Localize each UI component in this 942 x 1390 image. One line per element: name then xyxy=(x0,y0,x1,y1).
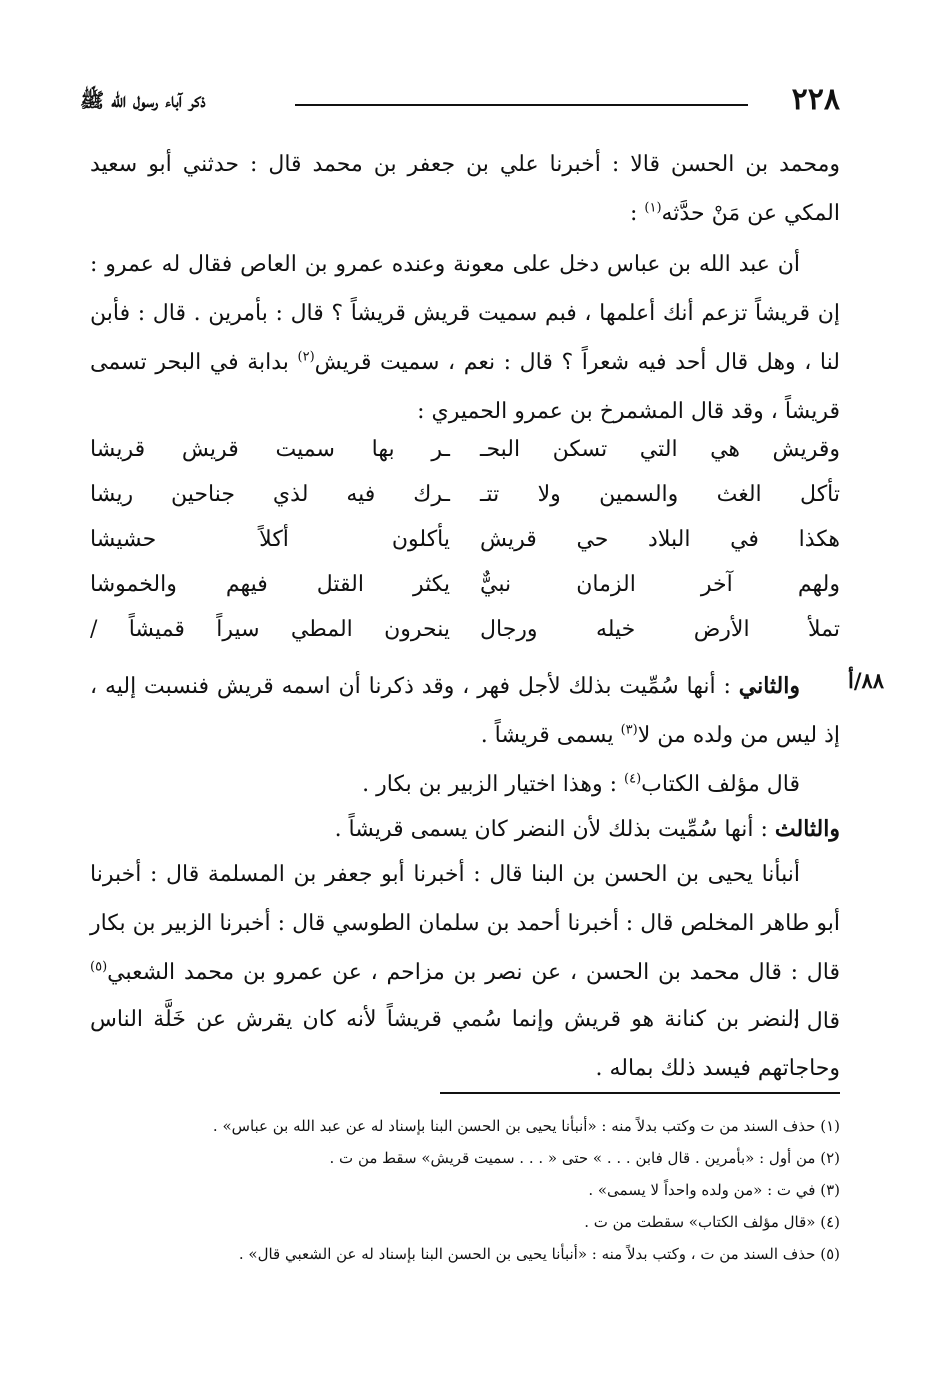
paragraph-2-text: أن عبد الله بن عباس دخل على معونة وعنده عمرو بن العاص فقال له عمرو : إن قريشاً تزعم أنك أعلمها ، فبم سميت قريش قريشاً ؟ قال : بأمرين . قال : فأبن لنا ، وهل قال أحد فيه شعراً ؟ قال : نعم ، سميت قريش xyxy=(90,252,840,375)
paragraph-1-text: ومحمد بن الحسن قالا : أخبرنا علي بن جعفر بن محمد قال : حدثني أبو سعيد المكي عن مَنْ حدَّثه xyxy=(90,152,840,226)
poem-verse xyxy=(90,527,840,572)
paragraph-4-text-end: : وهذا اختيار الزبير بن بكار . xyxy=(362,772,625,797)
verse-second-half: ـرك فيه لذي جناحين ريشا xyxy=(90,482,450,507)
footnote-3: (٣) في ت : «من ولده واحداً لا يسمى» . xyxy=(588,1181,840,1199)
margin-folio-note: ٨٨/أ xyxy=(848,668,885,693)
footnote-ref-1: (١) xyxy=(644,200,662,216)
footnote-5: (٥) حذف السند من ت ، وكتب بدلاً منه : «أنبأنا يحيى بن الحسن البنا بإسناد له عن الشعبي قال» . xyxy=(238,1245,840,1263)
footnote-ref-3: (٣) xyxy=(620,722,638,738)
footnote-4: (٤) «قال مؤلف الكتاب» سقطت من ت . xyxy=(584,1213,840,1231)
paragraph-2 xyxy=(90,240,840,436)
verse-first-half: ولهم آخر الزمان نبيٌّ xyxy=(480,572,840,597)
verse-first-half: تأكل الغث والسمين ولا تتـ xyxy=(480,482,840,507)
footnote-ref-4: (٤) xyxy=(624,771,642,787)
running-header xyxy=(80,82,840,122)
running-title: ذكر آباء رسول الله ﷺ xyxy=(80,88,206,112)
footnote-1: (١) حذف السند من ت وكتب بدلاً منه : «أنبأنا يحيى بن الحسن البنا بإسناد له عن عبد الله بن عباس» . xyxy=(212,1117,840,1135)
paragraph-7 xyxy=(90,995,840,1093)
paragraph-5-text: : أنها سُمِّيت بذلك لأن النضر كان يسمى قريشاً . xyxy=(334,817,775,842)
verse-second-half: يأكلون أكلاً حشيشا xyxy=(90,527,450,552)
poem-verse xyxy=(90,437,840,482)
paragraph-6-text-end: قال : xyxy=(792,1009,840,1034)
footnotes xyxy=(90,1110,840,1270)
verse-first-half: وقريش هي التي تسكن البحـ xyxy=(480,437,840,462)
paragraph-3-text-end: يسمى قريشاً . xyxy=(480,723,621,748)
footnote-ref-2: (٢) xyxy=(297,349,315,365)
verse-first-half: تملأ الأرض خيله ورجال xyxy=(480,617,840,642)
poem xyxy=(90,437,840,662)
paragraph-3 xyxy=(90,662,840,760)
paragraph-1 xyxy=(90,140,840,238)
paragraph-2-text-end: بدابة في البحر تسمى قريشاً ، وقد قال المشمرخ بن عمرو الحميري : xyxy=(90,350,840,424)
paragraph-4-text: قال مؤلف الكتاب xyxy=(641,772,800,797)
poem-verse xyxy=(90,572,840,617)
paragraph-5 xyxy=(90,805,840,854)
paragraph-3-text: : أنها سُمِّيت بذلك لأجل فهر ، وقد ذكرنا أن اسمه قريش فنسبت إليه ، إذ ليس من ولده من لا xyxy=(90,674,840,748)
paragraph-7-text: النضر بن كنانة هو قريش وإنما سُمي قريشاً لأنه كان يقرش عن خَلَّة الناس وحاجاتهم فيسد ذلك بماله . xyxy=(90,1007,840,1081)
paragraph-3-label: والثاني xyxy=(738,673,800,699)
poem-verse xyxy=(90,482,840,527)
paragraph-5-label: والثالث xyxy=(774,816,840,842)
verse-second-half: ينحرون المطي سيراً قميشاً / xyxy=(90,617,450,642)
verse-second-half: ـر بها سميت قريش قريشا xyxy=(90,437,450,462)
paragraph-4 xyxy=(90,760,840,809)
footnote-2: (٢) من أول : «بأمرين . قال فابن . . . » حتى « . . . سميت قريش» سقط من ت . xyxy=(329,1149,840,1167)
paragraph-6-text: أنبأنا يحيى بن الحسن بن البنا قال : أخبرنا أبو جعفر بن المسلمة قال : أخبرنا أبو طاهر المخلص قال : أخبرنا أحمد بن سلمان الطوسي قال : أخبرنا الزبير بن بكار قال : قال محمد بن الحسن ، عن نصر بن مزاحم ، عن عمرو بن محمد الشعبي xyxy=(90,862,840,985)
footnote-rule xyxy=(440,1092,840,1094)
poem-verse xyxy=(90,617,840,662)
paragraph-1-end: : xyxy=(629,201,645,226)
verse-second-half: يكثر القتل فيهم والخموشا xyxy=(90,572,450,597)
footnote-ref-5: (٥) xyxy=(90,959,108,975)
verse-first-half: هكذا في البلاد حي قريش xyxy=(480,527,840,552)
page-number: ٢٢٨ xyxy=(791,82,840,117)
header-rule xyxy=(295,104,748,106)
